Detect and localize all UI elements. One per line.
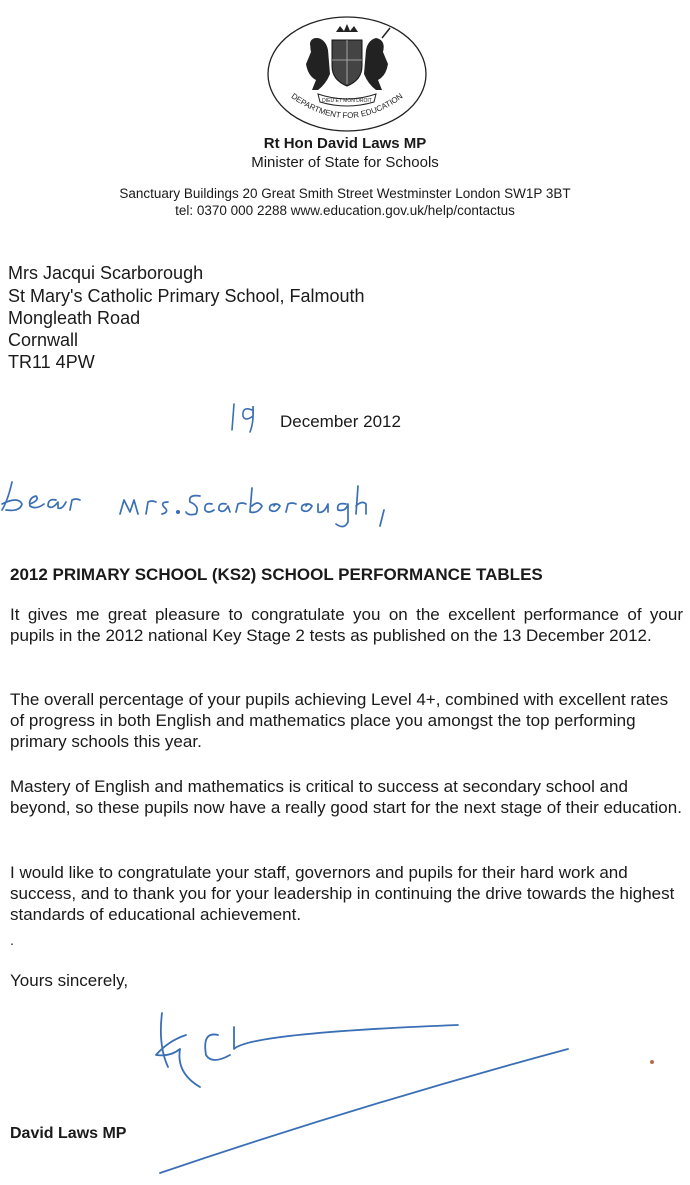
letterhead-address: Sanctuary Buildings 20 Great Smith Street Westminster London SW1P 3BT bbox=[119, 186, 571, 201]
recipient-line-name: Mrs Jacqui Scarborough bbox=[8, 263, 204, 283]
department-crest bbox=[266, 14, 428, 134]
minister-name: Rt Hon David Laws MP bbox=[263, 135, 427, 152]
recipient-line-county: Cornwall bbox=[8, 330, 79, 350]
signatory-name: David Laws MP bbox=[10, 1125, 127, 1142]
closing: Yours sincerely, bbox=[10, 971, 129, 990]
handwritten-salutation bbox=[0, 470, 420, 540]
letter-date: December 2012 bbox=[280, 412, 401, 431]
recipient-line-road: Mongleath Road bbox=[8, 308, 141, 328]
stray-mark: . bbox=[10, 932, 14, 948]
department-arc-label: DEPARTMENT FOR EDUCATION bbox=[289, 91, 405, 121]
handwritten-date-day bbox=[228, 398, 268, 438]
paragraph-thanks: I would like to congratulate your staff, governors and pupils for their hard work and success, and to thank you for your leadership in continuing the drive towards the highest standards of educational achievement. bbox=[10, 863, 675, 924]
letterhead-contact: tel: 0370 000 2288 www.education.gov.uk/help/contactus bbox=[175, 203, 515, 218]
letter-subject: 2012 PRIMARY SCHOOL (KS2) SCHOOL PERFORMANCE TABLES bbox=[10, 565, 543, 584]
handwritten-signature bbox=[140, 1005, 580, 1180]
recipient-line-school: St Mary's Catholic Primary School, Falmouth bbox=[8, 286, 365, 306]
crest-motto: DIEU ET MON DROIT bbox=[322, 98, 372, 104]
minister-title: Minister of State for Schools bbox=[251, 154, 439, 171]
royal-coat-of-arms-icon bbox=[266, 14, 428, 134]
paragraph-mastery: Mastery of English and mathematics is critical to success at secondary school and beyond, so these pupils now have a really good start for the next stage of their education. bbox=[10, 777, 682, 817]
paragraph-congratulations: It gives me great pleasure to congratulate you on the excellent performance of your pupils in the 2012 national Key Stage 2 tests as published on the 13 December 2012. bbox=[10, 605, 683, 645]
paragraph-performance: The overall percentage of your pupils achieving Level 4+, combined with excellent rates of progress in both English and mathematics place you amongst the top performing primary schools this year. bbox=[10, 690, 669, 751]
paper-speck bbox=[650, 1060, 654, 1064]
recipient-line-postcode: TR11 4PW bbox=[8, 352, 95, 372]
